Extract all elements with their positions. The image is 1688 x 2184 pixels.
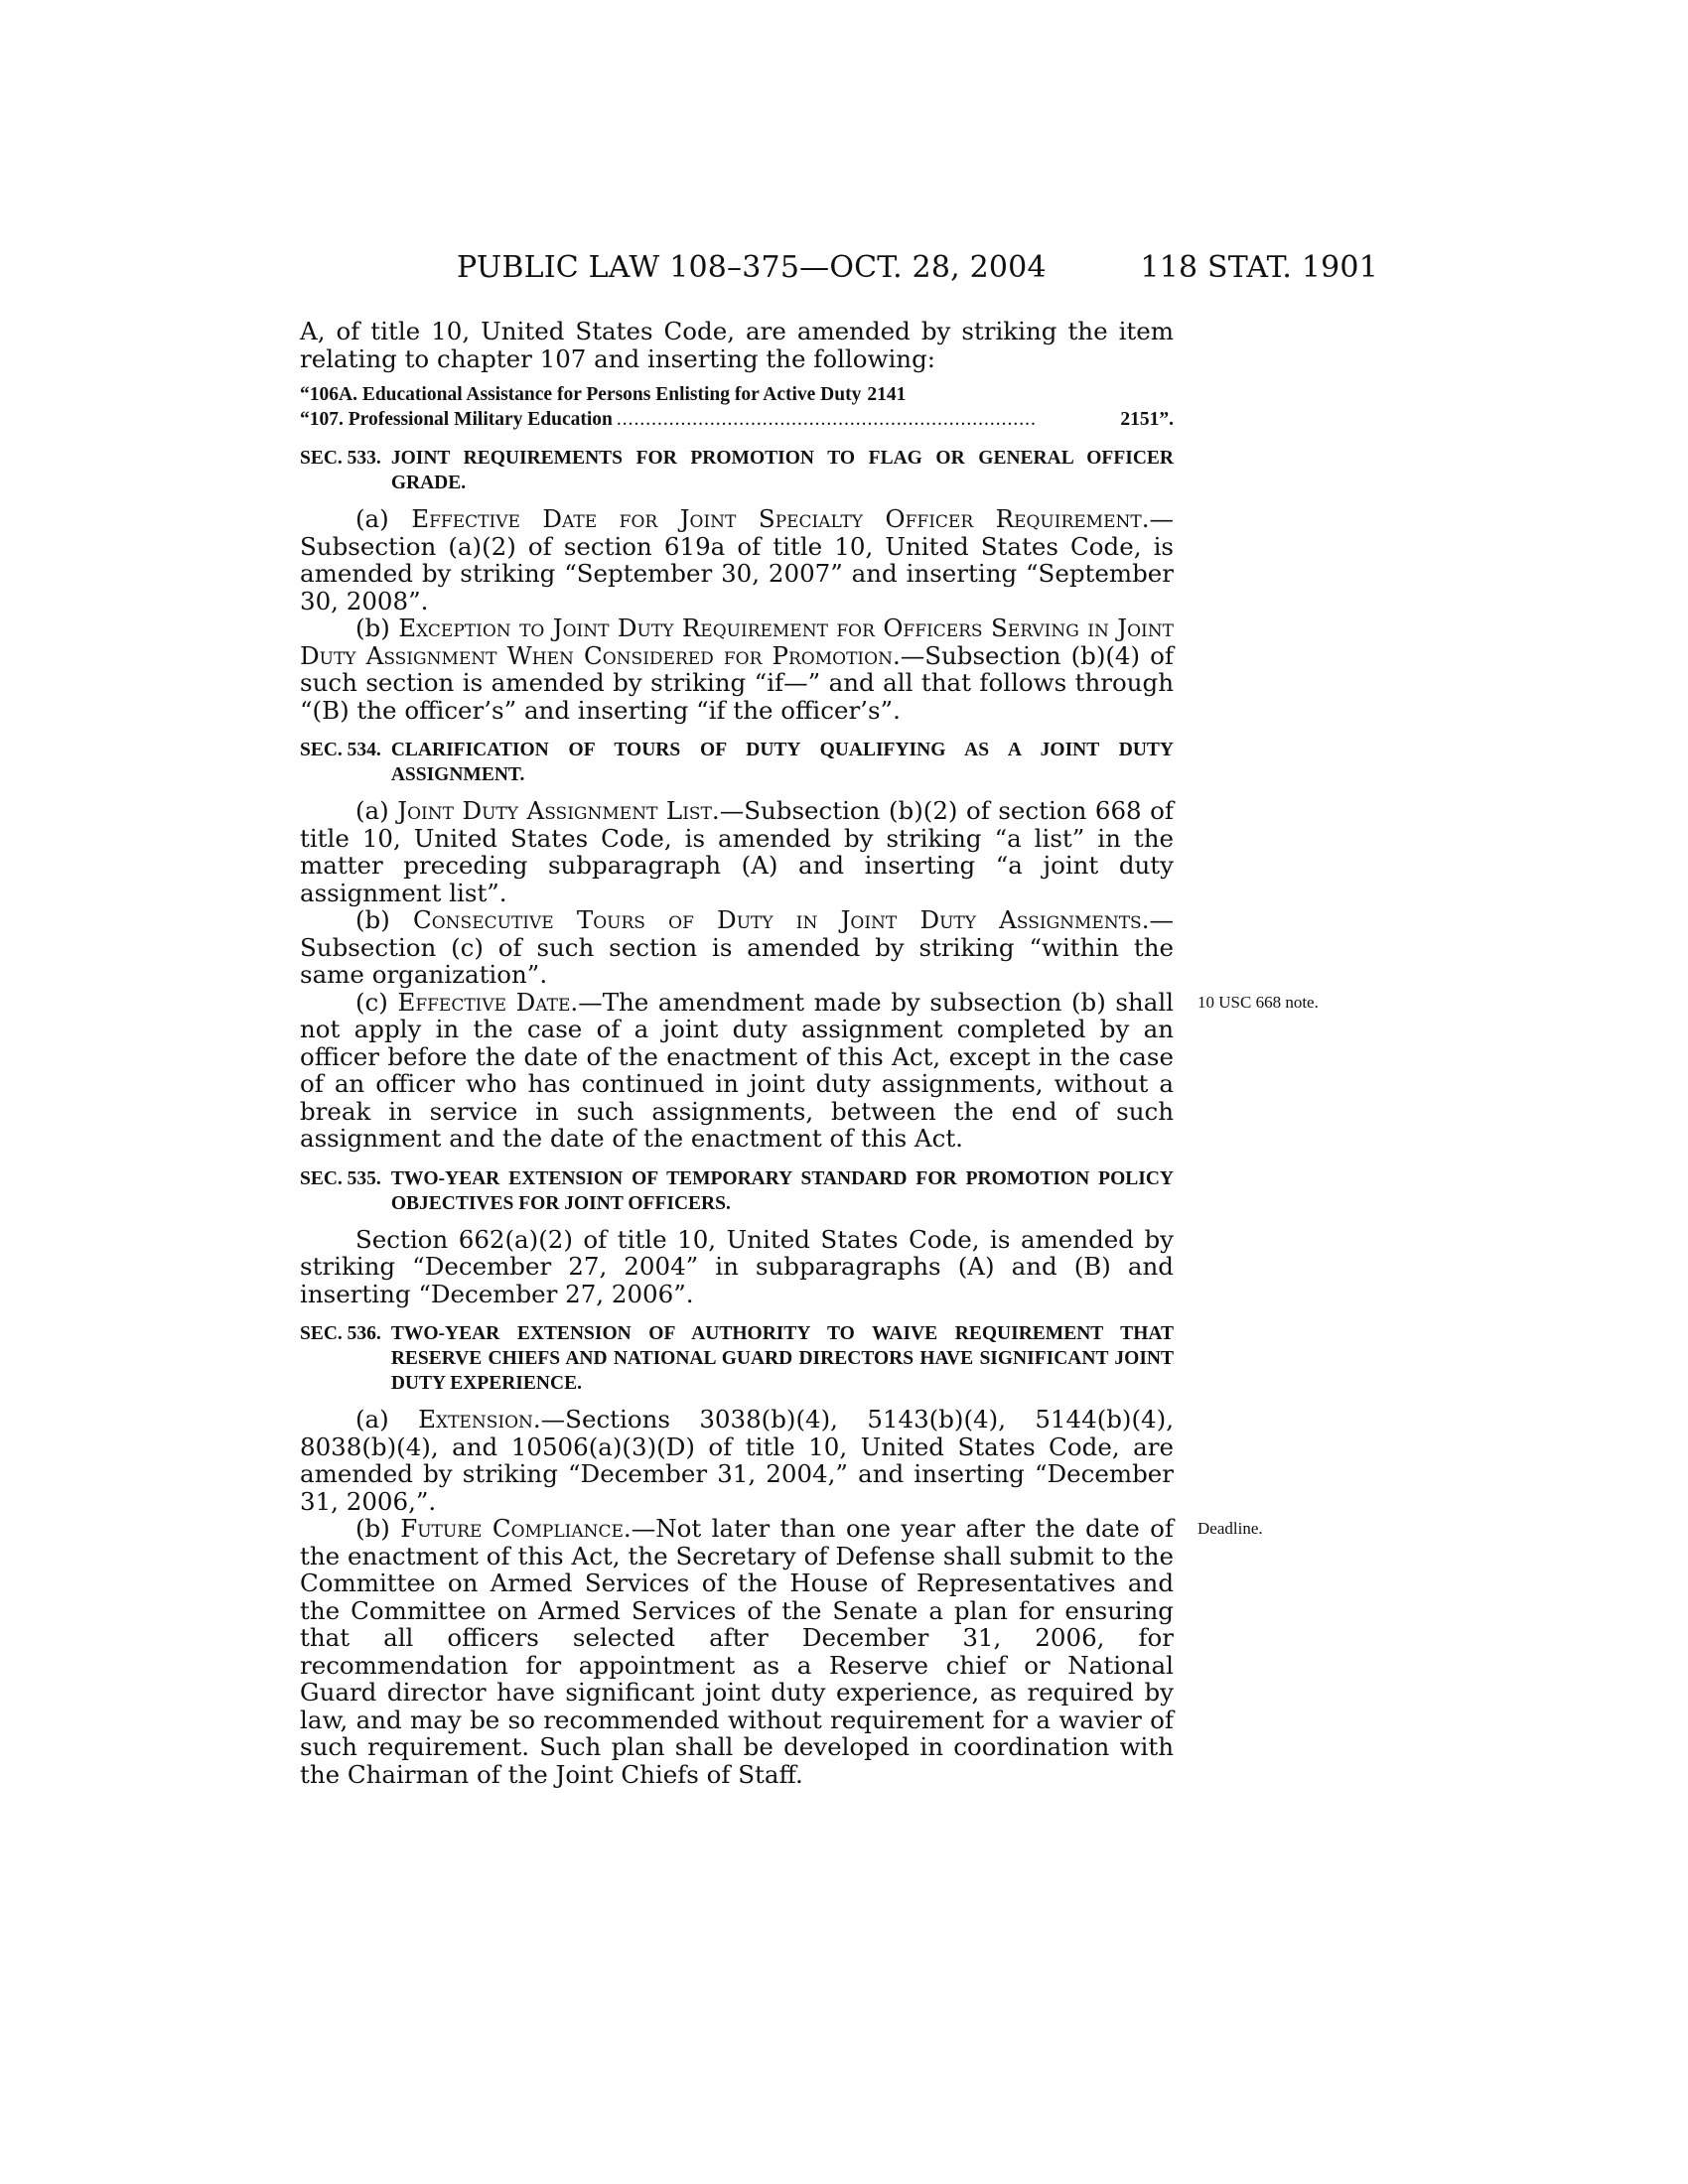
section-paragraph: (c) Effective Date.—The amendment made by subsection (b) shall not apply in the case of a joint duty assignment completed by an officer before the date of the enactment of this Act, except in the case of an officer who has continued in joint duty assignments, without a break in service in such assignments, between the end of such assignment and the date of the enactment of this Act.	[300, 987, 1174, 1153]
paragraph-heading: Extension.	[418, 1405, 541, 1433]
section-paragraph: (b) Exception to Joint Duty Requirement for Officers Serving in Joint Duty Assignment When Considered for Promotion.—Subsection (b)(4) of such section is amended by striking “if—” and all that follows through “(B) the officer’s” and inserting “if the officer’s”.	[300, 614, 1174, 725]
statute-page-number: 118 STAT. 1901	[1140, 250, 1378, 285]
section-paragraph: Section 662(a)(2) of title 10, United States Code, is amended by striking “December 27, 2004” in subparagraphs (A) and (B) and inserting “December 27, 2006”.	[300, 1224, 1174, 1308]
margin-note-usc: 10 USC 668 note.	[1197, 992, 1319, 1012]
intro-paragraph: A, of title 10, United States Code, are amended by striking the item relating to chapter 107 and inserting the following:	[300, 317, 1174, 373]
section-paragraph: (a) Effective Date for Joint Specialty Officer Requirement.—Subsection (a)(2) of section 619a of title 10, United States Code, is amended by striking “September 30, 2007” and inserting “September 30, 2008”.	[300, 504, 1175, 615]
section-heading: SEC. 536. TWO-YEAR EXTENSION OF AUTHORITY TO WAIVE REQUIREMENT THAT RESERVE CHIEFS AND NATIONAL GUARD DIRECTORS HAVE SIGNIFICANT JOINT DUTY EXPERIENCE.	[300, 1323, 1174, 1394]
paragraph-heading: Future Compliance.	[400, 1514, 632, 1543]
paragraph-heading: Effective Date for Joint Specialty Officer Requirement.	[411, 504, 1150, 533]
section-heading: SEC. 534. CLARIFICATION OF TOURS OF DUTY QUALIFYING AS A JOINT DUTY ASSIGNMENT.	[300, 740, 1174, 785]
section-paragraph: (a) Joint Duty Assignment List.—Subsection (b)(2) of section 668 of title 10, United States Code, is amended by striking “a list” in the matter preceding subparagraph (A) and inserting “a joint duty assignment list”.	[300, 796, 1174, 907]
paragraph-heading: Exception to Joint Duty Requirement for Officers Serving in Joint Duty Assignment When Considered for Promotion.	[300, 614, 1174, 670]
public-law-title: PUBLIC LAW 108–375—OCT. 28, 2004	[457, 250, 1047, 285]
running-head	[298, 250, 1378, 294]
section-heading: SEC. 535. TWO-YEAR EXTENSION OF TEMPORARY STANDARD FOR PROMOTION POLICY OBJECTIVES FOR JOINT OFFICERS.	[300, 1167, 1174, 1214]
section-paragraph: (b) Consecutive Tours of Duty in Joint Duty Assignments.—Subsection (c) of such section is amended by striking “within the same organization”.	[300, 905, 1174, 989]
section-heading: SEC. 533. JOINT REQUIREMENTS FOR PROMOTION TO FLAG OR GENERAL OFFICER GRADE.	[300, 448, 1174, 493]
document-body	[300, 318, 1174, 1788]
margin-note-deadline: Deadline.	[1197, 1519, 1263, 1538]
toc-entry: “106A. Educational Assistance for Persons Enlisting for Active Duty 2141	[300, 384, 907, 405]
section-paragraph: (b) Future Compliance.—Not later than one year after the date of the enactment of this Act, the Secretary of Defense shall submit to the Committee on Armed Services of the House of Representatives and the Committee on Armed Services of the Senate a plan for ensuring that all officers selected after December 31, 2006, for recommendation for appointment as a Reserve chief or National Guard director have significant joint duty experience, as required by law, and may be so recommended without requirement for a wavier of such requirement. Such plan shall be developed in coordination with the Chairman of the Joint Chiefs of Staff.	[300, 1514, 1174, 1789]
toc-entry: “107. Professional Military Education ........................................................................ 2151”.	[300, 409, 1174, 430]
paragraph-heading: Effective Date.	[397, 987, 579, 1017]
paragraph-heading: Joint Duty Assignment List.	[397, 796, 720, 825]
paragraph-heading: Consecutive Tours of Duty in Joint Duty Assignments.	[413, 905, 1150, 934]
section-paragraph: (a) Extension.—Sections 3038(b)(4), 5143(b)(4), 5144(b)(4), 8038(b)(4), and 10506(a)(3)(D) of title 10, United States Code, are amended by striking “December 31, 2004,” and inserting “December 31, 2006,”.	[300, 1405, 1174, 1516]
table-of-chapters	[300, 382, 1174, 432]
